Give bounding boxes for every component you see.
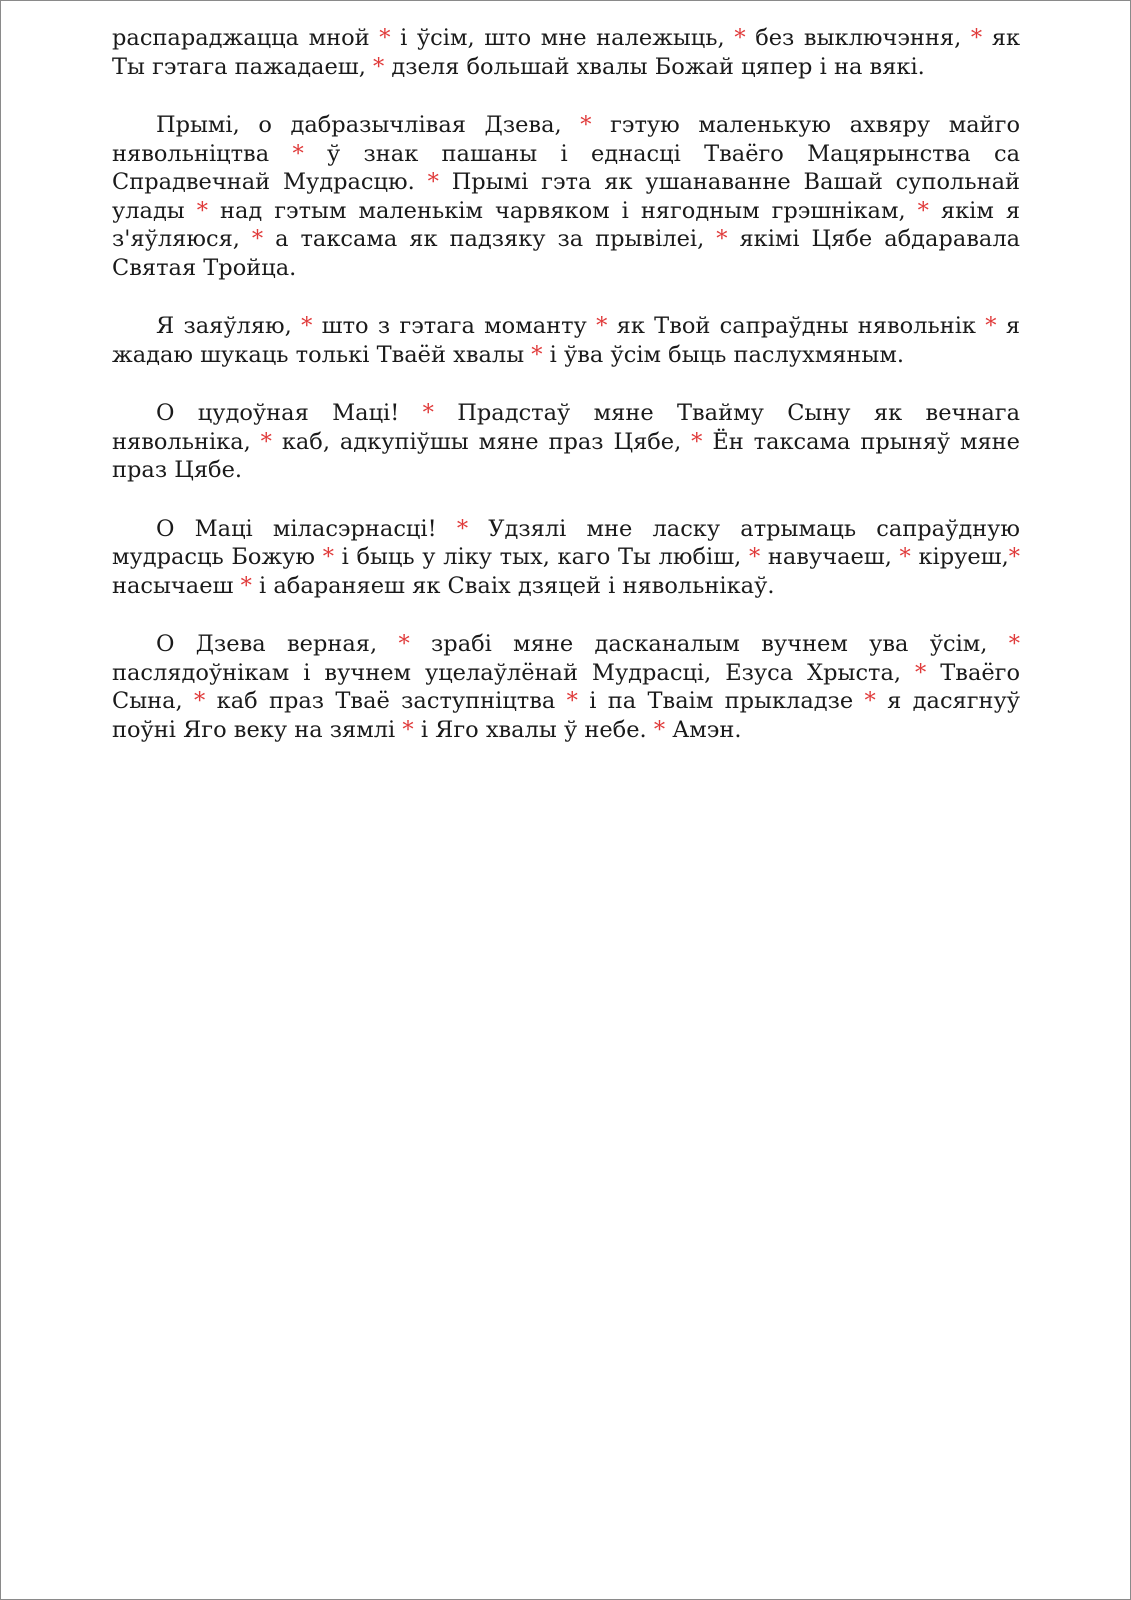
asterisk-marker: * <box>899 544 911 570</box>
text-segment: О Дзева верная, <box>156 631 378 657</box>
asterisk-marker: * <box>379 25 391 51</box>
asterisk-marker: * <box>196 197 208 224</box>
asterisk-marker: * <box>456 515 469 542</box>
asterisk-marker: * <box>566 688 578 714</box>
prayer-text <box>112 24 1020 774</box>
asterisk-marker: * <box>716 226 728 252</box>
text-segment: я дасягнуў поўні Яго веку на зямлі <box>112 688 1020 743</box>
asterisk-marker: * <box>260 428 272 455</box>
asterisk-marker: * <box>970 25 983 51</box>
asterisk-marker: * <box>427 169 439 195</box>
asterisk-marker: * <box>251 226 264 252</box>
asterisk-marker: * <box>301 313 313 339</box>
asterisk-marker: * <box>240 572 252 599</box>
paragraph-2 <box>112 111 1020 282</box>
text-segment: навучаеш, <box>767 544 892 570</box>
asterisk-marker: * <box>748 544 761 570</box>
text-segment: над гэтым маленькім чарвяком і нягодным грэшнікам, <box>219 197 906 224</box>
text-segment: Тваёго Сына, <box>112 659 1021 714</box>
text-segment: Амэн. <box>672 716 742 743</box>
text-segment: і па Тваім прыкладзе <box>589 688 854 714</box>
text-segment: як Ты гэтага пажадаеш, <box>112 25 1021 80</box>
text-segment: Удзялі мне ласку атрымаць сапраўдную мудрасць Божую <box>112 515 1021 570</box>
asterisk-marker: * <box>1008 631 1021 657</box>
asterisk-marker: * <box>398 631 410 657</box>
paragraph-6 <box>112 630 1020 744</box>
text-segment: Ён таксама прыняў мяне праз Цябе. <box>112 428 1020 483</box>
text-segment: паслядоўнікам і вучнем уцелаўлёнай Мудрасці, Езуса Хрыста, <box>112 659 902 686</box>
text-segment: і ўва ўсім быць паслухмяным. <box>549 341 904 368</box>
text-segment: як Твой сапраўдны нявольнік <box>616 313 976 339</box>
text-segment: што з гэтага моманту <box>321 313 587 339</box>
text-segment: а таксама як падзяку за прывілеі, <box>275 226 705 252</box>
text-segment: зрабі мяне дасканалым вучнем ува ўсім, <box>431 631 988 657</box>
text-segment: і ўсім, што мне належыць, <box>400 25 725 51</box>
text-segment: дзеля большай хвалы Божай цяпер і на вякі. <box>391 53 925 80</box>
text-segment: О Маці міласэрнасці! <box>156 515 437 542</box>
asterisk-marker: * <box>580 112 592 138</box>
asterisk-marker: * <box>734 25 746 51</box>
asterisk-marker: * <box>292 140 304 167</box>
paragraph-5 <box>112 515 1020 601</box>
asterisk-marker: * <box>402 716 414 743</box>
text-segment: якім я з'яўляюся, <box>112 197 1021 252</box>
asterisk-marker: * <box>915 659 927 686</box>
paragraph-4 <box>112 399 1020 485</box>
asterisk-marker: * <box>531 341 543 368</box>
text-segment: і быць у ліку тых, каго Ты любіш, <box>341 544 742 570</box>
text-segment: ў знак пашаны і еднасці Тваёго Мацярынства са Спрадвечнай Мудрасцю. <box>112 140 1021 195</box>
asterisk-marker: * <box>596 313 608 339</box>
asterisk-marker: * <box>691 428 703 455</box>
text-segment: насычаеш <box>112 572 234 599</box>
text-segment: кіруеш, <box>918 544 1009 570</box>
paragraph-1 <box>112 24 1020 81</box>
text-segment: каб, адкупіўшы мяне праз Цябе, <box>281 428 682 455</box>
asterisk-marker: * <box>653 716 666 743</box>
text-segment: Я заяўляю, <box>156 313 292 339</box>
asterisk-marker: * <box>194 688 206 714</box>
asterisk-marker: * <box>864 688 876 714</box>
text-segment: каб праз Тваё заступніцтва <box>216 688 556 714</box>
asterisk-marker: * <box>373 53 385 80</box>
text-segment: О цудоўная Маці! <box>156 400 400 426</box>
asterisk-marker: * <box>917 197 929 224</box>
text-segment: я жадаю шукаць толькі Тваёй хвалы <box>112 313 1021 368</box>
text-segment: Прымі, о дабразычлівая Дзева, <box>156 112 562 138</box>
asterisk-marker: * <box>422 400 434 426</box>
asterisk-marker: * <box>985 313 997 339</box>
text-segment: і Яго хвалы ў небе. <box>420 716 647 743</box>
text-segment: распараджацца мной <box>112 25 370 51</box>
text-segment: Прадстаў мяне Твайму Сыну як вечнага нявольніка, <box>112 400 1020 455</box>
text-segment: гэтую маленькую ахвяру майго нявольніцтва <box>112 112 1021 167</box>
text-segment: якімі Цябе абдаравала Святая Тройца. <box>112 226 1021 281</box>
asterisk-marker: * <box>1008 544 1021 570</box>
asterisk-marker: * <box>322 544 334 570</box>
text-segment: і абараняеш як Сваіх дзяцей і нявольнікаў. <box>259 572 775 599</box>
paragraph-3 <box>112 312 1020 369</box>
text-segment: Прымі гэта як ушанаванне Вашай супольнай улады <box>112 169 1020 224</box>
text-segment: без выключэння, <box>755 25 962 51</box>
